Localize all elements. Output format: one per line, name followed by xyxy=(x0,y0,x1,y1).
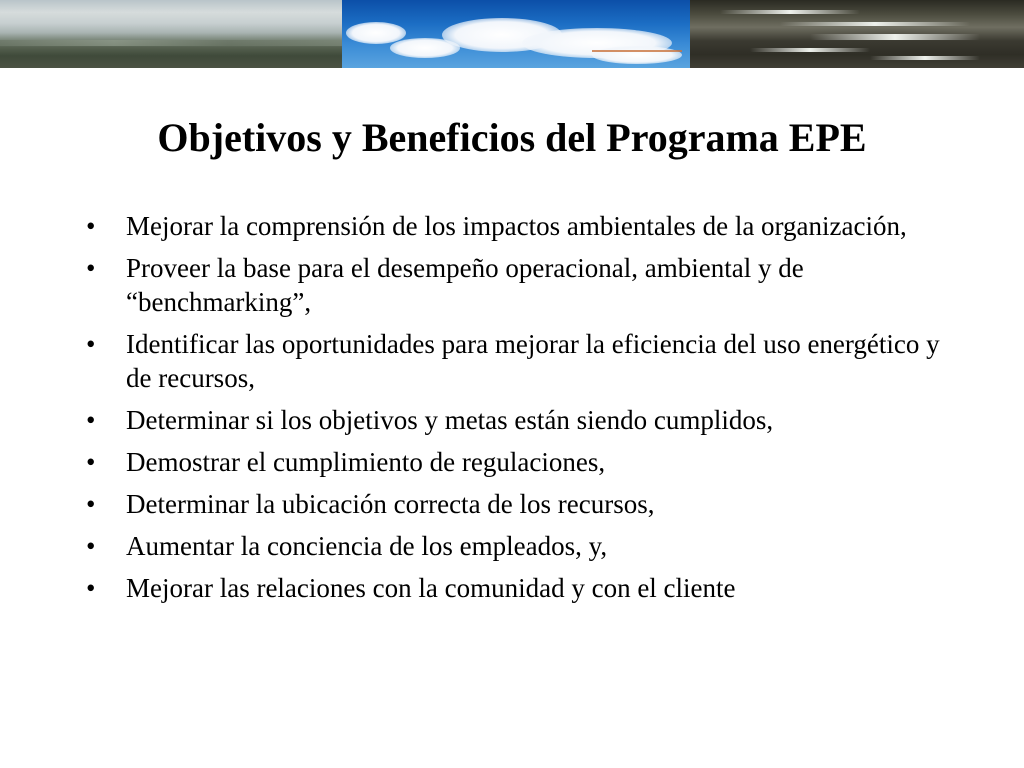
list-item xyxy=(80,571,940,605)
list-item xyxy=(80,251,940,319)
bullet-list xyxy=(80,209,940,613)
list-item xyxy=(80,403,940,437)
bullet-icon: • xyxy=(86,405,96,435)
list-item-text: Aumentar la conciencia de los empleados, y, xyxy=(126,531,608,561)
list-item-text: Mejorar la comprensión de los impactos ambientales de la organización, xyxy=(126,211,907,241)
list-item-text: Demostrar el cumplimiento de regulaciones, xyxy=(126,447,606,477)
landscape-photo xyxy=(0,0,342,68)
slide-title: Objetivos y Beneficios del Programa EPE xyxy=(157,115,867,160)
list-item-text: Determinar la ubicación correcta de los recursos, xyxy=(126,489,655,519)
bullet-icon: • xyxy=(86,329,96,359)
sky-clouds-photo xyxy=(342,0,690,68)
bullet-icon: • xyxy=(86,253,96,283)
list-item-text: Proveer la base para el desempeño operacional, ambiental y de “benchmarking”, xyxy=(126,253,804,317)
bullet-icon: • xyxy=(86,573,96,603)
header-banner xyxy=(0,0,1024,68)
bullet-icon: • xyxy=(86,211,96,241)
bullet-icon: • xyxy=(86,489,96,519)
list-item xyxy=(80,445,940,479)
waterfall-photo xyxy=(690,0,1024,68)
list-item xyxy=(80,327,940,395)
list-item xyxy=(80,209,940,243)
list-item xyxy=(80,487,940,521)
bullet-icon: • xyxy=(86,531,96,561)
list-item xyxy=(80,529,940,563)
list-item-text: Mejorar las relaciones con la comunidad y con el cliente xyxy=(126,573,736,603)
list-item-text: Identificar las oportunidades para mejorar la eficiencia del uso energético y de recursos, xyxy=(126,329,940,393)
list-item-text: Determinar si los objetivos y metas están siendo cumplidos, xyxy=(126,405,774,435)
bullet-icon: • xyxy=(86,447,96,477)
